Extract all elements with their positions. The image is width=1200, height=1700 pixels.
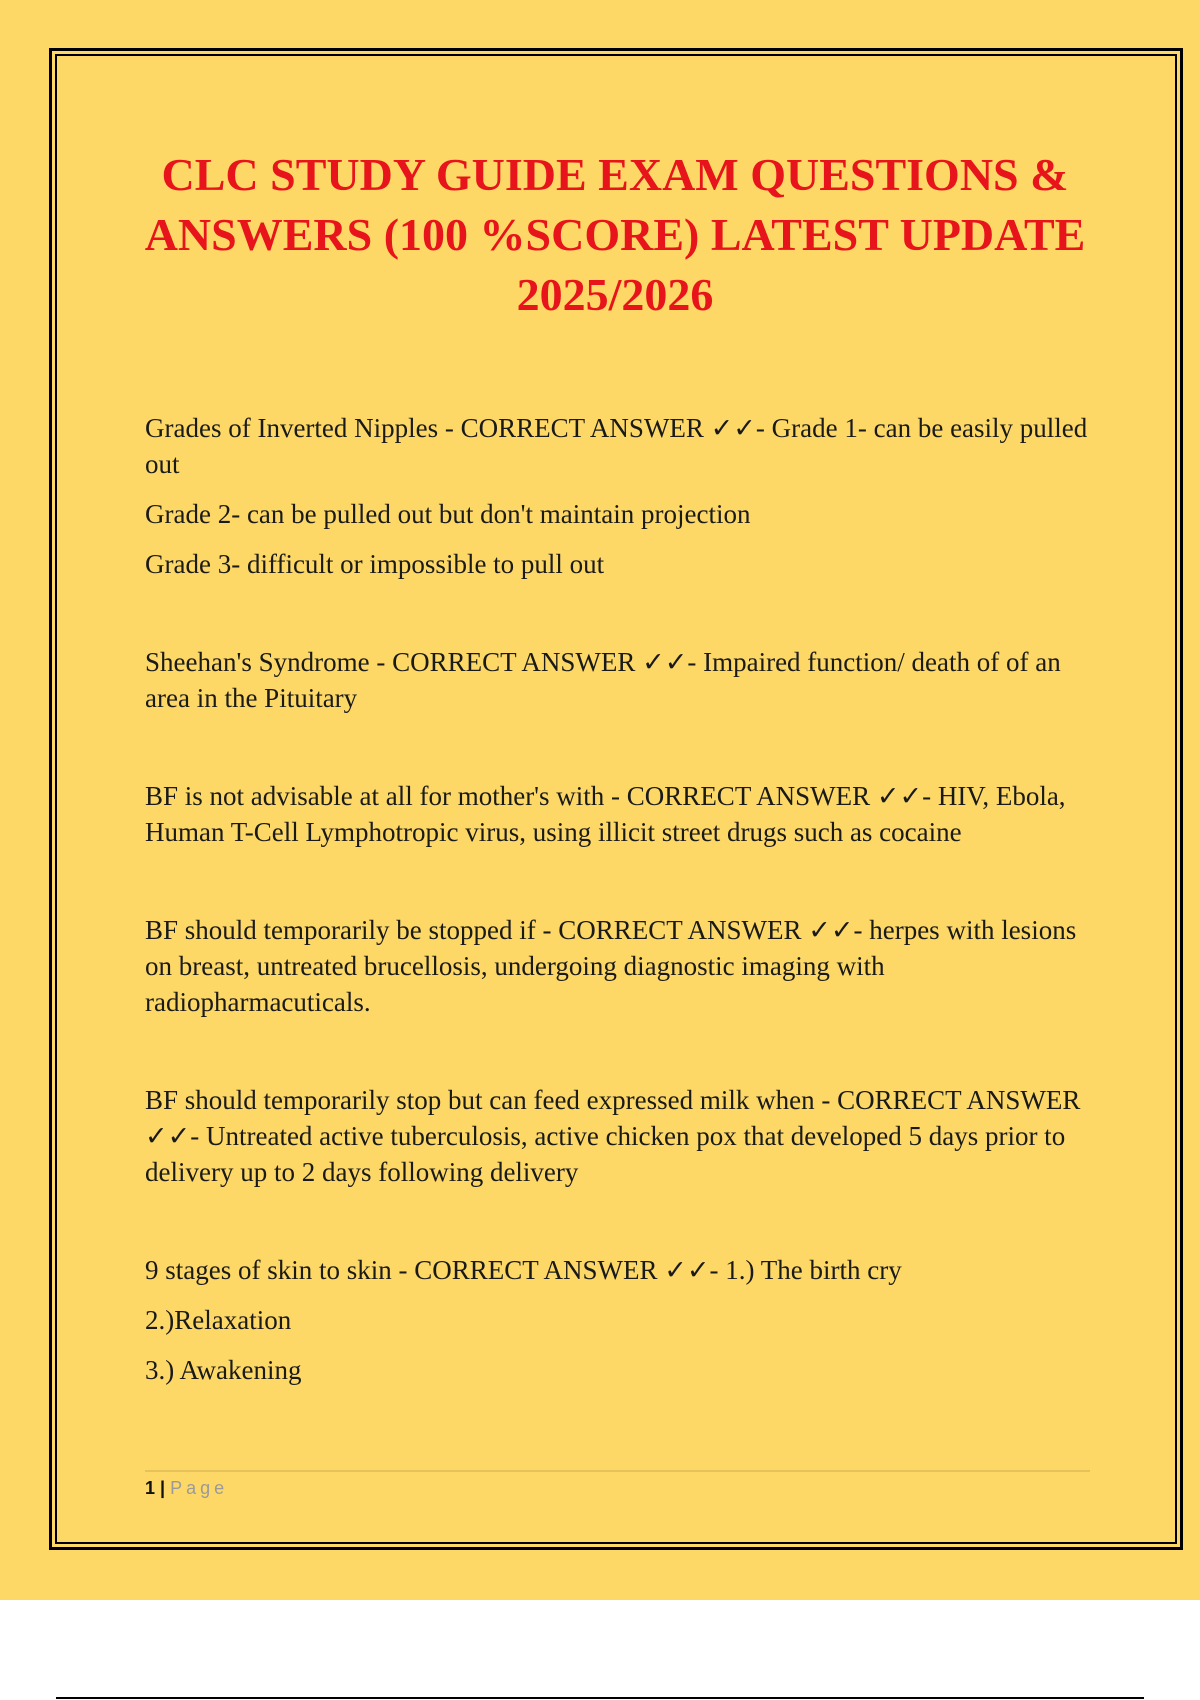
qa-subline: Grade 2- can be pulled out but don't maintain projection xyxy=(145,499,751,529)
page-footer xyxy=(145,1470,1090,1499)
qa-subline: 3.) Awakening xyxy=(145,1355,302,1385)
qa-entry-bf-expressed-milk xyxy=(145,1082,1095,1190)
qa-text: BF is not advisable at all for mother's with - CORRECT ANSWER ✓✓- HIV, Ebola, Human T-Cell Lymphotropic virus, using illicit street drugs such as cocaine xyxy=(145,781,1066,847)
qa-text: Grades of Inverted Nipples - CORRECT ANSWER ✓✓- Grade 1- can be easily pulled out xyxy=(145,413,1088,479)
qa-entry-inverted-nipples xyxy=(145,410,1095,582)
qa-text: 9 stages of skin to skin - CORRECT ANSWER ✓✓- 1.) The birth cry xyxy=(145,1255,902,1285)
qa-content xyxy=(145,410,1095,1388)
page-label: Page xyxy=(170,1478,229,1498)
qa-subline: 2.)Relaxation xyxy=(145,1305,292,1335)
qa-subline: Grade 3- difficult or impossible to pull out xyxy=(145,549,605,579)
qa-entry-bf-temporarily-stopped xyxy=(145,912,1095,1020)
qa-text: BF should temporarily be stopped if - CORRECT ANSWER ✓✓- herpes with lesions on breast, untreated brucellosis, undergoing diagnostic imaging with radiopharmacuticals. xyxy=(145,915,1077,1017)
bottom-rule xyxy=(56,1697,1144,1699)
footer-separator: | xyxy=(155,1478,171,1498)
qa-entry-skin-to-skin xyxy=(145,1252,1095,1388)
document-title: CLC STUDY GUIDE EXAM QUESTIONS & ANSWERS (100 %SCORE) LATEST UPDATE 2025/2026 xyxy=(144,149,1086,320)
qa-entry-sheehans-syndrome xyxy=(145,644,1095,716)
qa-entry-bf-not-advisable xyxy=(145,778,1095,850)
qa-text: BF should temporarily stop but can feed expressed milk when - CORRECT ANSWER ✓✓- Untreated active tuberculosis, active chicken pox that developed 5 days prior to delivery up to 2 days following delivery xyxy=(145,1085,1081,1187)
qa-text: Sheehan's Syndrome - CORRECT ANSWER ✓✓- Impaired function/ death of of an area in the Pituitary xyxy=(145,647,1061,713)
page-number: 1 xyxy=(145,1478,156,1498)
